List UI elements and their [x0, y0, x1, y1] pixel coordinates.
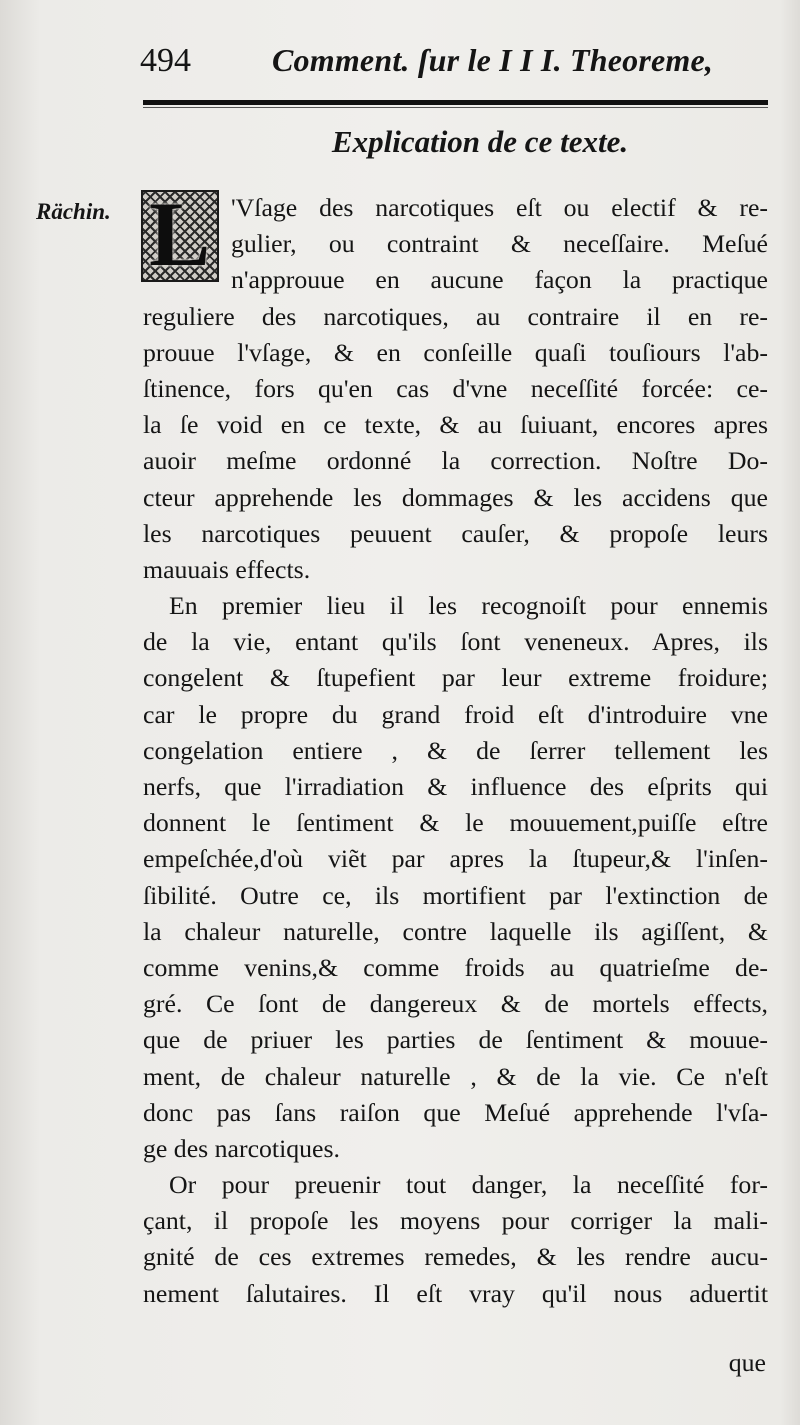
- text-line: n'approuue en aucune façon la practique: [231, 265, 768, 295]
- text-line: çant, il propoſe les moyens pour corriger la mali-: [143, 1206, 768, 1236]
- margin-note: Rächin.: [36, 199, 111, 224]
- text-line: donc pas ſans raiſon que Meſué apprehende l'vſa-: [143, 1097, 768, 1127]
- text-line: 'Vſage des narcotiques eſt ou electif & re-: [231, 193, 768, 222]
- text-line: gulier, ou contraint & neceſſaire. Meſué: [231, 229, 768, 259]
- text-line: la ſe void en ce texte, & au ſuiuant, encores apres: [143, 410, 768, 440]
- text-line: empeſchée,d'où viẽt par apres la ſtupeur,& l'inſen-: [143, 844, 768, 874]
- text-line: congelent & ſtupefient par leur extreme froidure;: [143, 663, 768, 693]
- text-line: nerfs, que l'irradiation & influence des eſprits qui: [143, 772, 768, 801]
- text-line: gré. Ce ſont de dangereux & de mortels effects,: [143, 989, 768, 1019]
- text-line: car le propre du grand froid eſt d'introduire vne: [143, 699, 768, 729]
- text-line: la chaleur naturelle, contre laquelle ils agiſſent, &: [143, 916, 768, 946]
- text-line: nement ſalutaires. Il eſt vray qu'il nous aduertit: [143, 1278, 768, 1308]
- text-line: que de priuer les parties de ſentiment & mouue-: [143, 1025, 768, 1055]
- text-line: En premier lieu il les recognoiſt pour ennemis: [169, 591, 768, 621]
- text-line: cteur apprehende les dommages & les accidens que: [143, 482, 768, 512]
- text-line: comme venins,& comme froids au quatrieſme de-: [143, 952, 768, 982]
- initial-letter: L: [149, 183, 211, 285]
- text-line: ſtinence, fors qu'en cas d'vne neceſſité forcée: ce-: [143, 373, 768, 403]
- running-head: [140, 42, 770, 92]
- page-number: 494: [140, 42, 191, 79]
- header-rule-thin: [143, 107, 768, 108]
- text-line: donnent le ſentiment & le mouuement,puiſſe eſtre: [143, 808, 768, 838]
- text-line: mauuais effects.: [143, 554, 311, 584]
- text-line: prouue l'vſage, & en conſeille quaſi touſiours l'ab-: [143, 337, 768, 367]
- header-rule: [143, 100, 768, 105]
- running-title: Comment. ſur le I I I. Theoreme,: [272, 42, 714, 78]
- text-line: reguliere des narcotiques, au contraire il en re-: [143, 301, 768, 331]
- section-title: Explication de ce texte.: [331, 124, 629, 159]
- text-line: congelation entiere , & de ſerrer tellement les: [143, 735, 768, 765]
- text-line: auoir meſme ordonné la correction. Noſtre Do-: [143, 446, 768, 476]
- text-line: ment, de chaleur naturelle , & de la vie. Ce n'eſt: [143, 1061, 768, 1091]
- catchword: que: [728, 1348, 766, 1377]
- text-line: Or pour preuenir tout danger, la neceſſité for-: [169, 1170, 768, 1200]
- body-text: [143, 183, 768, 1312]
- text-line: ge des narcotiques.: [143, 1133, 340, 1163]
- text-line: ſibilité. Outre ce, ils mortifient par l'extinction de: [143, 880, 768, 910]
- text-line: de la vie, entant qu'ils ſont veneneux. Apres, ils: [143, 627, 768, 657]
- text-line: les narcotiques peuuent cauſer, & propoſe leurs: [143, 518, 768, 548]
- text-line: gnité de ces extremes remedes, & les rendre aucu-: [143, 1242, 768, 1272]
